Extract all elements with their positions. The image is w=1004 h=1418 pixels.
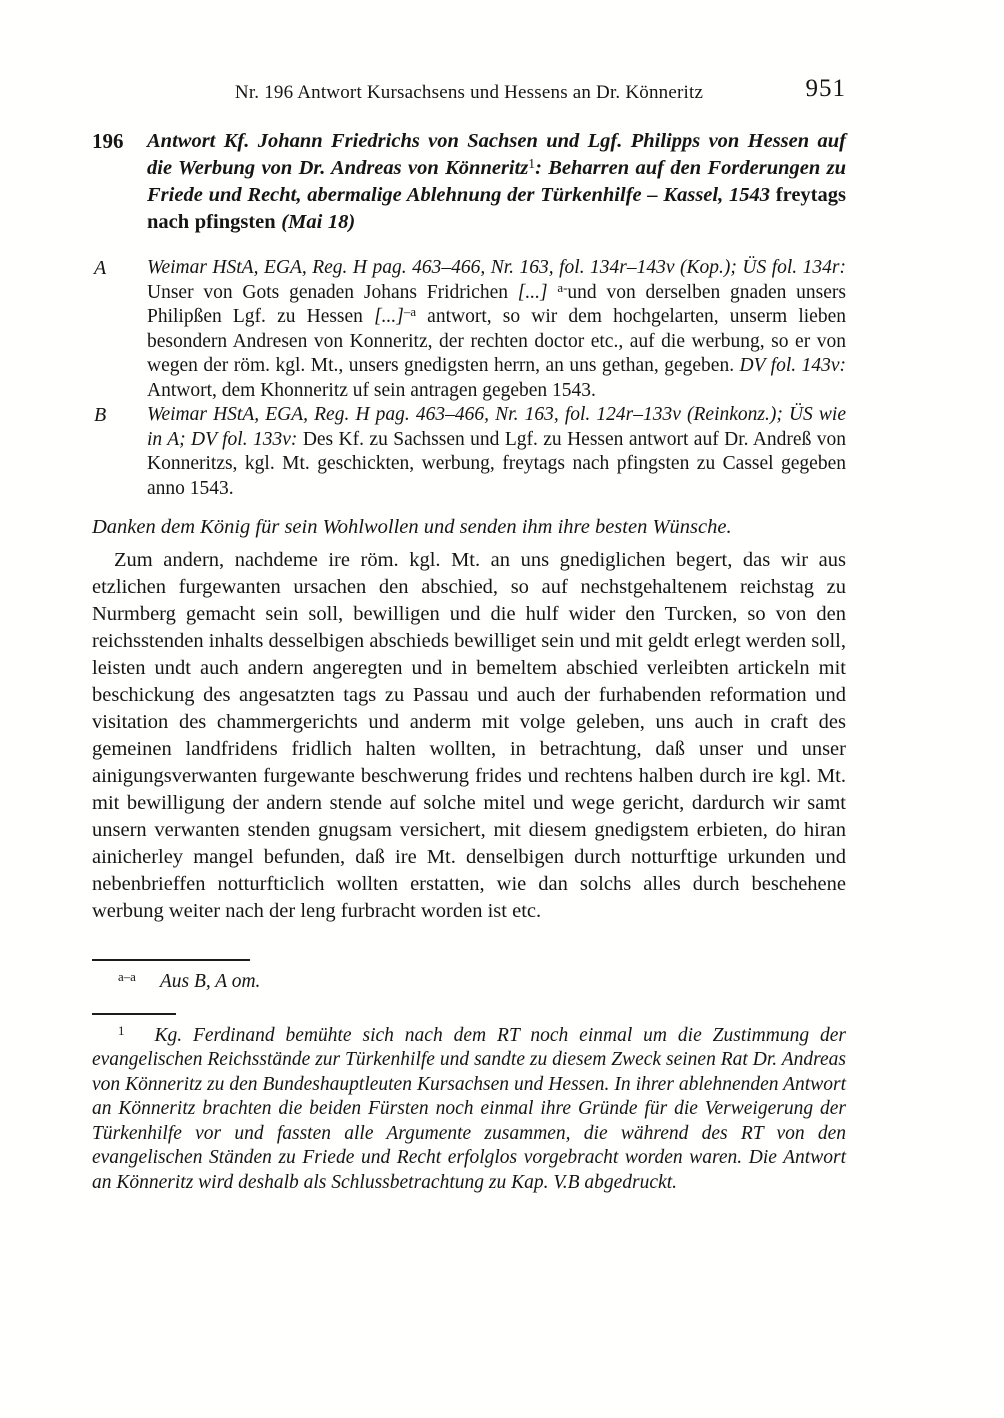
running-title: Nr. 196 Antwort Kursachsens und Hessens an Dr. Könneritz [234,82,704,103]
footnote-area [92,959,846,1195]
footnote-1-text: Kg. Ferdinand bemühte sich nach dem RT noch einmal um die Zustimmung der evangelischen Reichsstände zur Türkenhilfe und sandte zu diesem Zweck seinen Rat Dr. Andreas von Könneritz zu den Bundeshauptleuten Kursachsen und Hessen. In ihrer ablehnenden Antwort an Könneritz brachten die beiden Fürsten noch einmal ihre Gründe für die Verweigerung der Türkenhilfe vor und fassten alle Argumente zusammen, die während des RT von den evangelischen Ständen zu Friede und Recht erfolglos vorgebracht worden waren. Die Antwort an Könneritz wird deshalb als Schlussbetrachtung zu Kap. V.B abgedruckt. [92,1024,846,1193]
entry-number: 196 [92,129,124,153]
source-entry-b [92,403,846,501]
source-entry-a [92,256,846,403]
source-text-b: Weimar HStA, EGA, Reg. H pag. 463–466, Nr. 163, fol. 124r–133v (Reinkonz.); ÜS wie in A; DV fol. 133v: Des Kf. zu Sachssen und Lgf. zu Hessen antwort auf Dr. Andreß von Konneritzs, kgl. Mt. geschickten, werbung, freytags nach pfingsten zu Cassel gegeben anno 1543. [147,404,846,499]
entry-heading [92,128,846,236]
apparatus-text: Aus B, A om. [159,971,261,992]
source-text-a: Weimar HStA, EGA, Reg. H pag. 463–466, Nr. 163, fol. 134r–143v (Kop.); ÜS fol. 134r: Unser von Gots genaden Johans Fridrichen [...] $^{a-}$und von derselben gnaden unsers Philipßen Lgf. zu Hessen [...]$^{-a}$ antwort, so wir dem hochgelarten, unserm lieben besondern Andresen von Konneritz, der rechten doctor etc., auf die werbung, so er von wegen der röm. kgl. Mt., unsers gnedigsten herrn, an uns gethan, gegeben. DV fol. 143v: Antwort, dem Khonneritz uf sein antragen gegeben 1543. [147,257,847,401]
entry-title: Antwort Kf. Johann Friedrichs von Sachsen und Lgf. Philipps von Hessen auf die Werbung von Dr. Andreas von Könneritz$^1$: Beharren auf den Forderungen zu Friede und Recht, abermalige Ablehnung der Türkenhilfe – Kassel, 1543 freytags nach pfingsten (Mai 18) [147,130,847,233]
summary-line: Danken dem König für sein Wohlwollen und senden ihm ihre besten Wünsche. [92,516,732,538]
apparatus-rule [92,959,250,961]
page-number: 951 [805,75,846,102]
footnote-1-marker: 1 [118,1023,125,1038]
running-header [92,75,846,112]
apparatus-marker: a–a [118,970,136,985]
footnote-1 [92,1024,846,1196]
source-list [92,256,846,501]
apparatus-note [92,970,846,995]
source-label-b: B [94,404,107,426]
source-label-a: A [94,257,107,279]
footnote-rule [92,1013,176,1015]
body-paragraph: Zum andern, nachdeme ire röm. kgl. Mt. an uns gnediglichen begert, das wir aus etzlichen furgewanten ursachen den abschied, so auf nechstgehaltenem reichstag zu Nurmberg gemacht sein soll, bewilligen und die hulf wider den Turcken, so von den reichsstenden inhalts desselbigen abschieds bewilliget sein und mit geldt erlegt werden soll, leisten undt auch andern angeregten und in bemeltem abschied verleibten artickeln mit beschickung des angesatzten tags zu Passau und auch der furhabenden reformation und visitation des chammergerichts und anderm mit volge geleben, uns auch in craft des gemeinen landfridens fridlich halten wollten, in betrachtung, daß unser und unser ainigungsverwanten furgewante beschwerung frides und rechtens halben durch ire kgl. Mt. mit bewilligung der andern stende auf solche mitel und wege gericht, dardurch wir samt unsern verwanten stenden gnugsam versichert, mit diesem gnedigstem erbieten, do hiran ainicherley mangel befunden, daß ire Mt. denselbigen durch notturftige urkunden und nebenbrieffen notturfticlich wollten erstatten, wie dan solchs alles durch beschehene werbung weiter nach der leng furbracht worden ist etc. [92,549,846,922]
